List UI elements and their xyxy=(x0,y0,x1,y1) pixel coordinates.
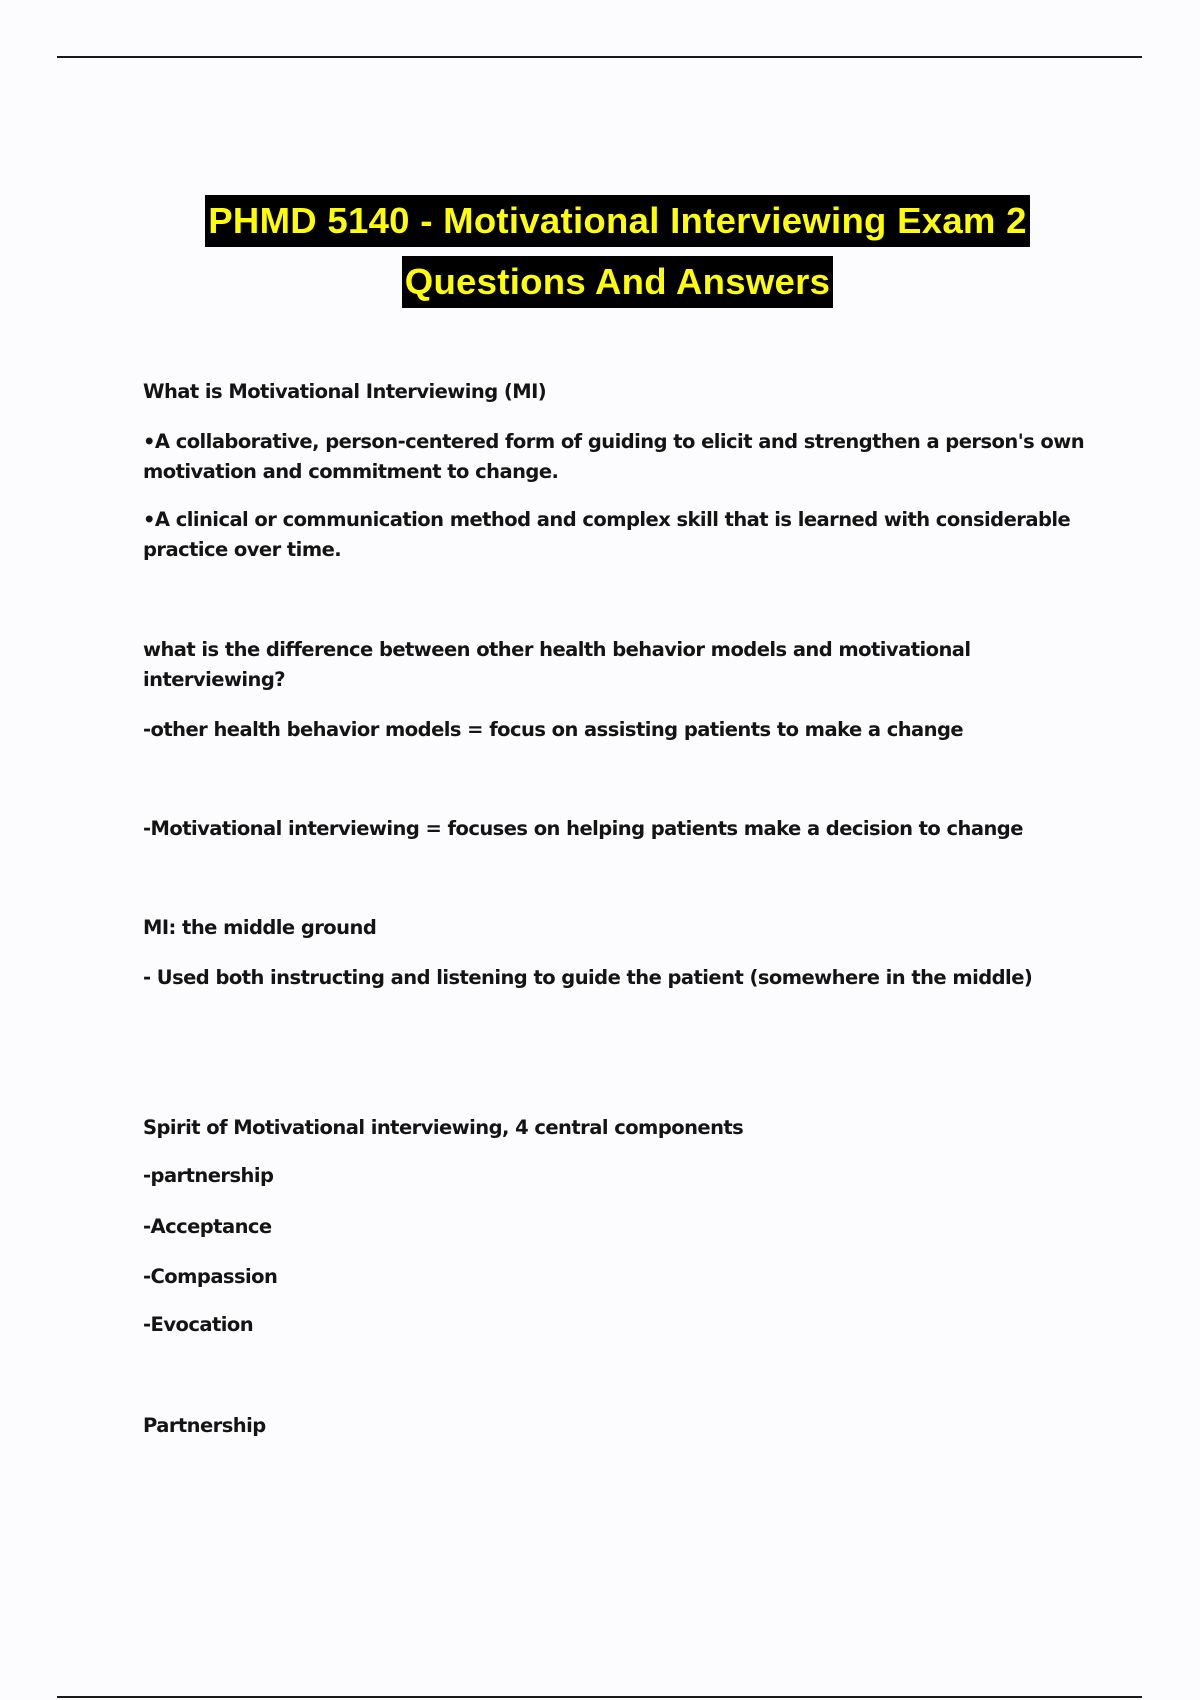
answer-1-1: •A collaborative, person-centered form of guiding to elicit and strengthen a person's own motivation and commitment to change. xyxy=(143,430,1085,483)
title-line-2: Questions And Answers xyxy=(402,256,833,308)
answer-2-1: -other health behavior models = focus on assisting patients to make a change xyxy=(143,718,964,741)
title-line-1: PHMD 5140 - Motivational Interviewing Exam 2 xyxy=(205,195,1029,247)
question-2: what is the difference between other health behavior models and motivational interviewing? xyxy=(143,638,971,691)
document-title xyxy=(0,192,1200,314)
answer-4-2: -Acceptance xyxy=(143,1215,272,1238)
answer-1-2: •A clinical or communication method and complex skill that is learned with considerable practice over time. xyxy=(143,508,1071,561)
answer-3-1: - Used both instructing and listening to guide the patient (somewhere in the middle) xyxy=(143,966,1033,989)
answer-2-2: -Motivational interviewing = focuses on helping patients make a decision to change xyxy=(143,817,1023,840)
answer-4-4: -Evocation xyxy=(143,1313,254,1336)
question-3: MI: the middle ground xyxy=(143,916,377,939)
question-5: Partnership xyxy=(143,1414,266,1437)
bottom-divider xyxy=(57,1696,1142,1698)
question-4: Spirit of Motivational interviewing, 4 central components xyxy=(143,1116,744,1139)
top-divider xyxy=(57,56,1142,58)
answer-4-3: -Compassion xyxy=(143,1265,278,1288)
question-1: What is Motivational Interviewing (MI) xyxy=(143,380,547,403)
answer-4-1: -partnership xyxy=(143,1164,274,1187)
